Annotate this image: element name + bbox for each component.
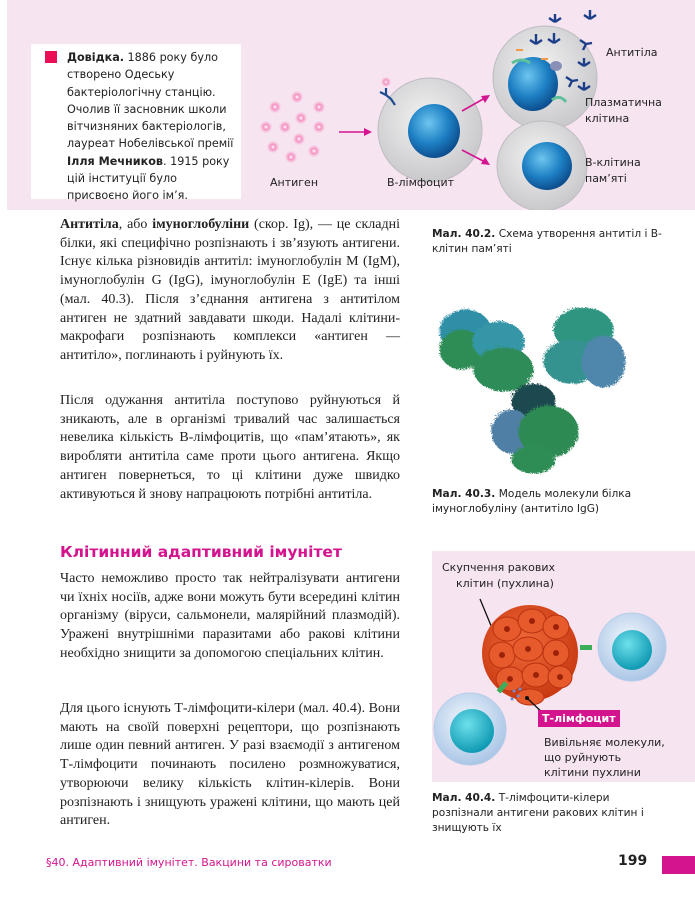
label-memory-cell-line1: В-клітина [585, 156, 641, 169]
caption-fig-40-3 [432, 487, 662, 517]
reference-note-box [31, 44, 241, 203]
caption-text: Модель молекули білка імуноглобуліну (антитіло IgG) [432, 488, 632, 515]
note-text-2: . 1915 року цій інституції було присвоєно його ім’я. [67, 154, 230, 203]
paragraph-t-killers [60, 700, 400, 831]
label-tumor-line2: клітин (пухлина) [456, 577, 554, 590]
label-release-line2: що руйнують [544, 751, 622, 764]
caption-text: Схема утворення антитіл і В-клітин пам’яті [432, 228, 662, 255]
paragraph-memory-cells [60, 392, 400, 504]
note-text-1: 1886 року було створено Одеську бактеріологічну станцію. Очолив її засновник школи вітчизняних бактеріологів, лауреат Нобелівської премії [67, 51, 234, 151]
caption-number: Мал. 40.3. [432, 488, 496, 500]
text-span: (скор. Ig), — це складні білки, які специфічно розпізнають і зв’язують антигени. Існує кілька різновидів антитіл: імуноглобулін М (IgM), імуноглобулін G (IgG), імуноглобулін Е (IgE) та інші (мал. 40.3). Після з’єднання антигена з антитілом антиген не здатний завдавати шкоди. Надалі клітини-макрофаги розпізнають комплекси «антиген — антитіло», поглинають і руйнують їх. [60, 217, 400, 363]
t-lymphocyte-cell-icon-right [580, 613, 666, 681]
t-lymphocyte-cell-icon-left [434, 681, 508, 765]
label-antibodies: Антитіла [606, 46, 658, 59]
caption-fig-40-4 [432, 791, 657, 836]
label-plasma-cell-line1: Плазматична [585, 96, 662, 109]
note-bullet-icon [45, 51, 57, 63]
label-release-line1: Вивільняє молекули, [544, 736, 665, 749]
term-antibodies: Антитіла [60, 217, 119, 232]
antigen-cluster-icon [260, 91, 325, 163]
page-number: 199 [618, 853, 648, 869]
text-span: , або [118, 217, 153, 232]
paragraph-antibodies [60, 216, 400, 366]
label-release-line3: клітини пухлини [544, 766, 641, 779]
note-name: Ілля Мечников [67, 154, 163, 168]
t-lymphocyte-label: Т-лімфоцит [538, 710, 620, 727]
term-immunoglobulins: імуноглобуліни [152, 217, 250, 232]
arrow-icon [339, 128, 372, 136]
label-tumor-line1: Скупчення ракових [442, 561, 556, 574]
paragraph-text: Часто неможливо просто так нейтралізувати антигени чи їхніх носіїв, адже вони можуть бути всередині клітин організму (віруси, сальмонели, малярійний плазмодій). Уражені внутрішніми паразитами або ракові клітини необхідно знищити за допомогою спеціальних клітин. [60, 571, 400, 661]
paragraph-text: Для цього існують Т-лімфоцити-кілери (мал. 40.4). Вони мають на своїй поверхні рецептори, що розпізнають лише один певний антиген. У разі взаємодії з антигеном Т-лімфоцити починають посилено розмножуватися, утворюючи велику кількість клітин-кілерів. Вони розпізнають і знищують уражені клітини, що мають цей антиген. [60, 701, 400, 829]
tumor-cluster-icon [482, 605, 578, 705]
page-tab-marker [662, 856, 695, 874]
caption-number: Мал. 40.4. [432, 792, 496, 804]
paragraph-text: Після одужання антитіла поступово руйнуються й зникають, але в організмі тривалий час залишається невелика кількість В-лімфоцитів, що «пам’ятають», як виробляти антитіла саме проти цього антигена. Якщо антиген повернеться, то ці клітини дуже швидко активуються й знову напрацюють потрібні антитіла. [60, 393, 400, 502]
paragraph-cellular-immunity [60, 570, 400, 664]
running-footer-title: §40. Адаптивний імунітет. Вакцини та сироватки [46, 856, 332, 869]
label-antigen: Антиген [270, 176, 319, 189]
section-heading: Клітинний адаптивний імунітет [60, 543, 342, 561]
label-memory-cell-line2: пам’яті [585, 172, 627, 185]
reference-note-text [67, 49, 239, 205]
caption-text: Т-лімфоцити-кілери розпізнали антигени ракових клітин і знищують їх [432, 792, 644, 834]
note-title: Довідка. [67, 51, 124, 64]
label-b-lymphocyte: В-лімфоцит [387, 176, 455, 189]
caption-number: Мал. 40.2. [432, 228, 496, 240]
label-plasma-cell-line2: клітина [585, 112, 630, 125]
memory-b-cell-icon [497, 121, 587, 210]
b-lymphocyte-cell-icon [378, 77, 482, 182]
caption-fig-40-2 [432, 227, 672, 257]
igg-molecule-model-image [432, 300, 652, 480]
